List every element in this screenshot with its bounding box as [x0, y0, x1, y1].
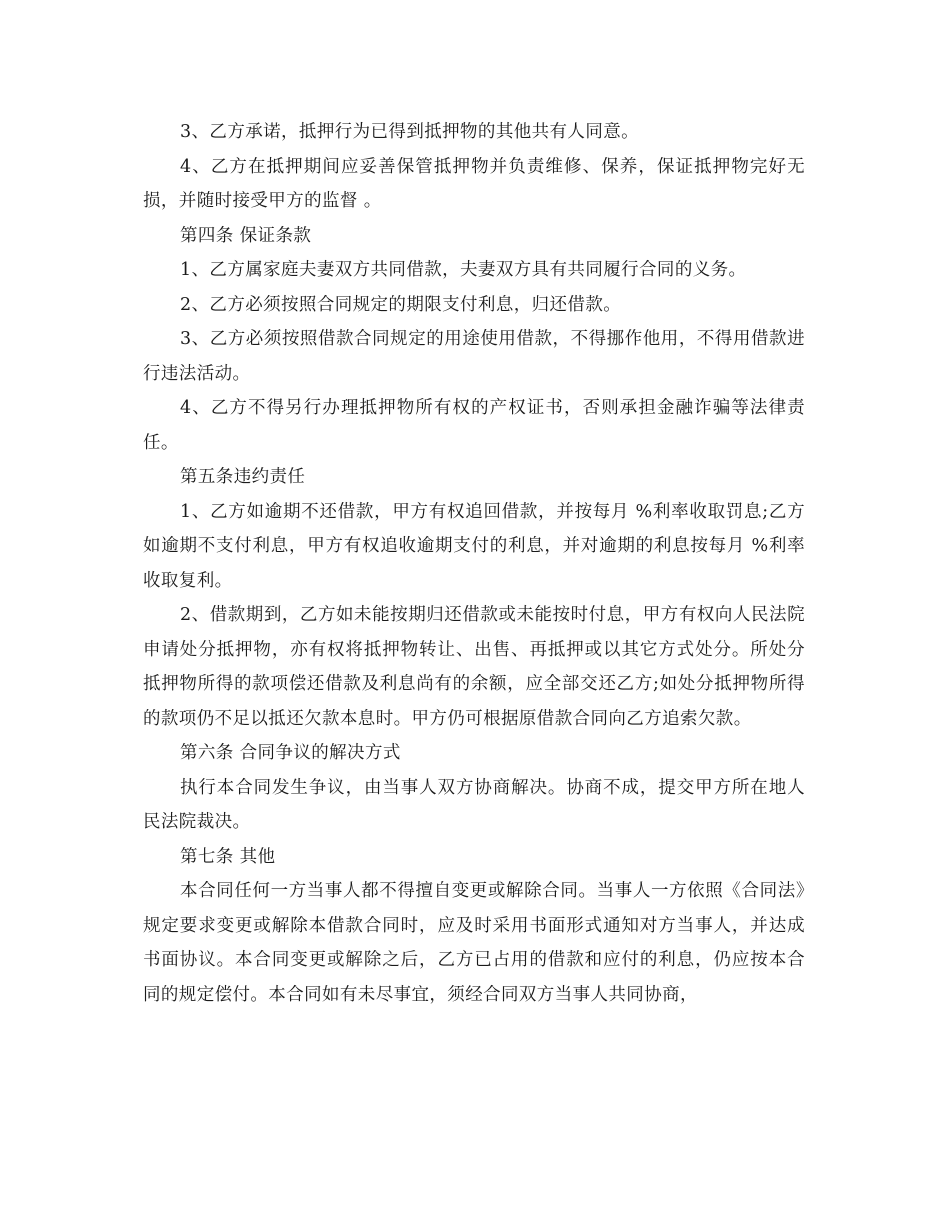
document-body — [143, 115, 805, 1012]
paragraph-interest-repayment: 2、乙方必须按照合同规定的期限支付利息，归还借款。 — [180, 294, 622, 315]
paragraph-overdue-penalty: 1、乙方如逾期不还借款，甲方有权追回借款，并按每月 %利率收取罚息;乙方如逾期不支付利息，甲方有权追收逾期支付的利息，并对逾期的利息按每月 %利率收取复利。 — [143, 501, 805, 591]
paragraph-mortgage-custody: 4、乙方在抵押期间应妥善保管抵押物并负责维修、保养，保证抵押物完好无损，并随时接受甲方的监督 。 — [143, 156, 805, 211]
paragraph-property-certificate: 4、乙方不得另行办理抵押物所有权的产权证书，否则承担金融诈骗等法律责任。 — [143, 398, 805, 453]
section-heading-dispute: 第六条 合同争议的解决方式 — [180, 743, 401, 763]
section-heading-liability: 第五条违约责任 — [180, 467, 306, 487]
section-heading-other: 第七条 其他 — [180, 846, 276, 867]
paragraph-contract-modification: 本合同任何一方当事人都不得擅自变更或解除合同。当事人一方依照《合同法》规定要求变更或解除本借款合同时，应及时采用书面形式通知对方当事人，并达成书面协议。本合同变更或解除之后，乙方已占用的借款和应付的利息，仍应按本合同的规定偿付。本合同如有未尽事宜，须经合同双方当事人共同协商， — [143, 881, 805, 1005]
paragraph-mortgage-consent: 3、乙方承诺，抵押行为已得到抵押物的其他共有人同意。 — [180, 122, 640, 142]
paragraph-collateral-disposal: 2、借款期到，乙方如未能按期归还借款或未能按时付息，甲方有权向人民法院申请处分抵押物，亦有权将抵押物转让、出售、再抵押或以其它方式处分。所处分抵押物所得的款项偿还借款及利息尚有的余额，应全部交还乙方;如处分抵押物所得的款项仍不足以抵还欠款本息时。甲方仍可根据原借款合同向乙方追索欠款。 — [143, 605, 805, 729]
section-heading-guarantee: 第四条 保证条款 — [180, 225, 312, 246]
paragraph-loan-purpose: 3、乙方必须按照借款合同规定的用途使用借款，不得挪作他用，不得用借款进行违法活动。 — [143, 329, 805, 384]
paragraph-joint-borrowing: 1、乙方属家庭夫妻双方共同借款，夫妻双方具有共同履行合同的义务。 — [180, 260, 747, 280]
paragraph-dispute-resolution: 执行本合同发生争议，由当事人双方协商解决。协商不成，提交甲方所在地人民法院裁决。 — [143, 777, 805, 832]
